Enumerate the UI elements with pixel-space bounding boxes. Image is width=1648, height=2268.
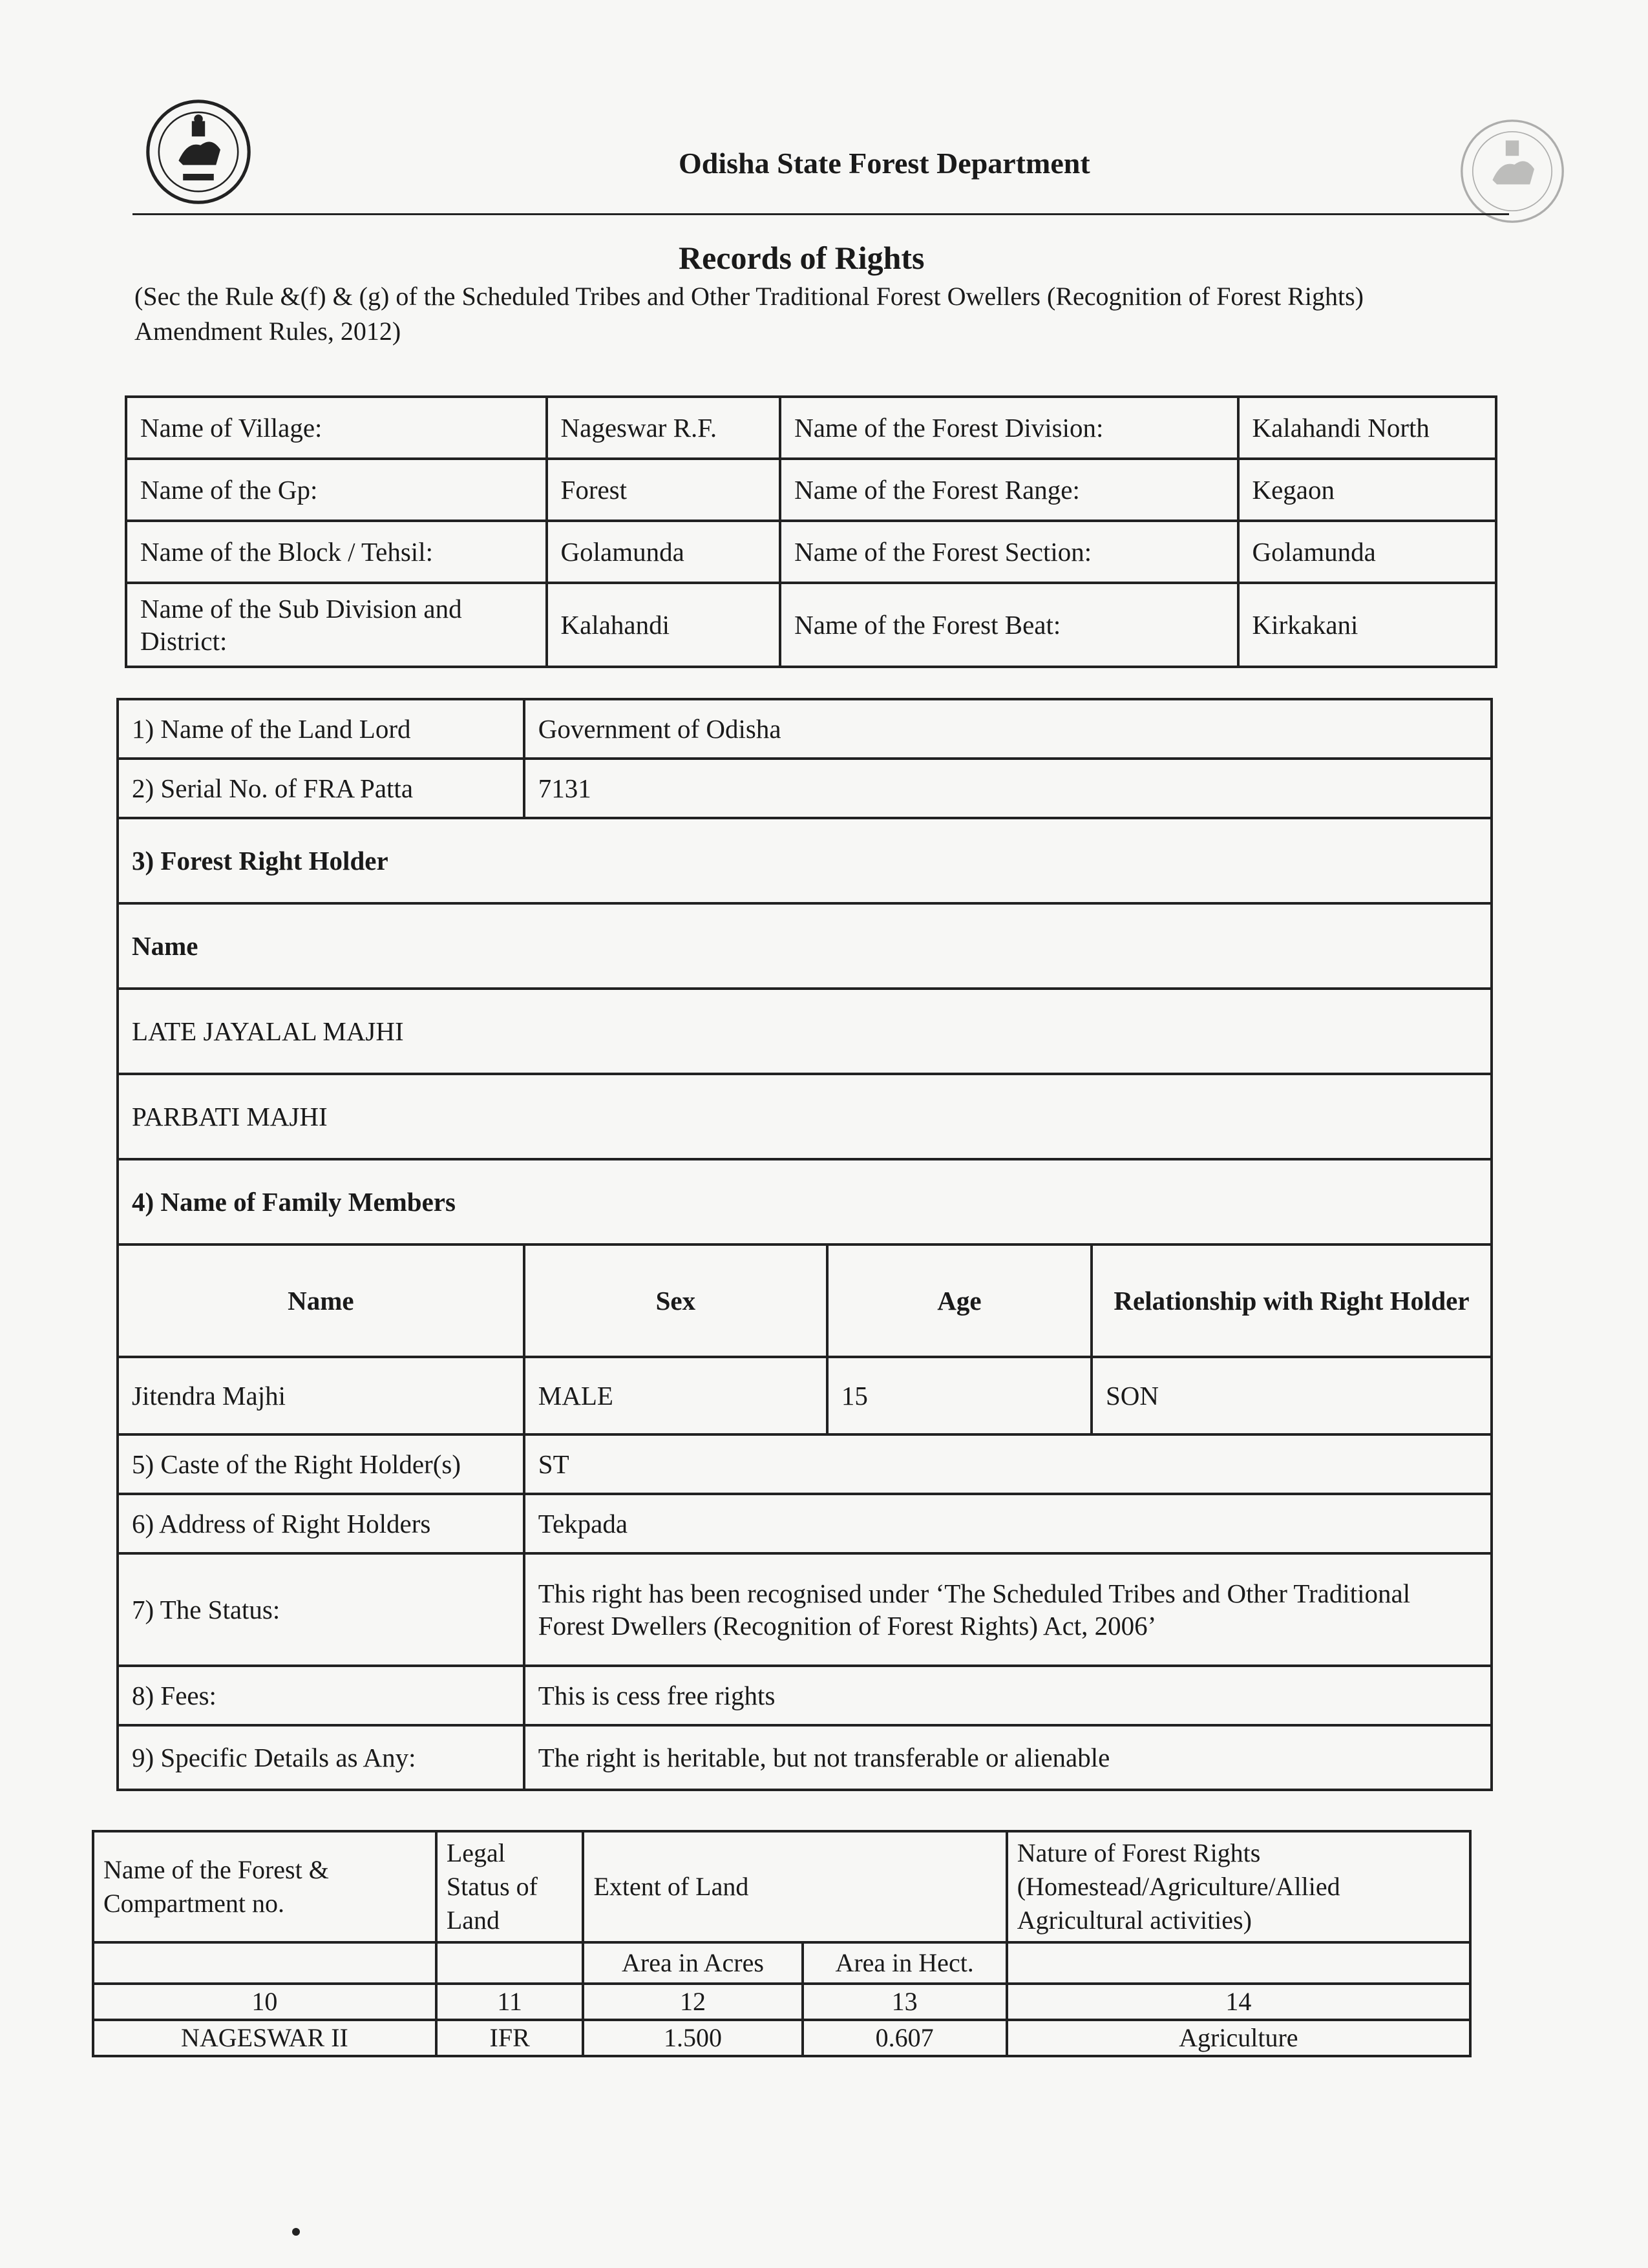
odisha-emblem-faint-icon	[1457, 116, 1567, 226]
specific-details-label: 9) Specific Details as Any:	[118, 1725, 524, 1790]
status-line-1: This right has been recognised under ‘The Scheduled Tribes and Other Traditional	[538, 1579, 1411, 1608]
extent-header: Extent of Land	[583, 1831, 1006, 1942]
column-number: 11	[436, 1984, 584, 2020]
forest-division-label: Name of the Forest Division:	[780, 397, 1238, 459]
table-row	[93, 2020, 1470, 2056]
forest-compartment-value: NAGESWAR II	[93, 2020, 436, 2056]
table-row	[118, 1244, 1492, 1357]
table-row	[118, 759, 1492, 818]
page-title: Records of Rights	[679, 240, 925, 276]
serial-label: 2) Serial No. of FRA Patta	[118, 759, 524, 818]
address-value: Tekpada	[524, 1494, 1492, 1553]
gp-label: Name of the Gp:	[126, 459, 547, 521]
table-row	[118, 1434, 1492, 1494]
column-number: 12	[583, 1984, 802, 2020]
area-acres-value: 1.500	[583, 2020, 802, 2056]
family-member-sex: MALE	[524, 1357, 827, 1434]
forest-beat-label: Name of the Forest Beat:	[780, 583, 1238, 667]
family-member-name: Jitendra Majhi	[118, 1357, 524, 1434]
forest-section-label: Name of the Forest Section:	[780, 521, 1238, 583]
holder-heading: 3) Forest Right Holder	[118, 818, 1492, 903]
area-hect-header: Area in Hect.	[803, 1942, 1007, 1984]
table-row	[118, 1725, 1492, 1790]
ink-dot	[292, 2228, 300, 2236]
forest-range-value: Kegaon	[1238, 459, 1497, 521]
header-divider	[132, 213, 1509, 215]
block-value: Golamunda	[547, 521, 781, 583]
forest-beat-value: Kirkakani	[1238, 583, 1497, 667]
forest-range-label: Name of the Forest Range:	[780, 459, 1238, 521]
family-member-age: 15	[827, 1357, 1092, 1434]
empty-cell	[1007, 1942, 1470, 1984]
family-column-relationship: Relationship with Right Holder	[1092, 1244, 1492, 1357]
empty-cell	[93, 1942, 436, 1984]
family-heading: 4) Name of Family Members	[118, 1159, 1492, 1244]
table-row	[126, 521, 1496, 583]
table-row	[118, 1159, 1492, 1244]
table-row	[93, 1984, 1470, 2020]
status-label: 7) The Status:	[118, 1553, 524, 1666]
fees-value: This is cess free rights	[524, 1666, 1492, 1725]
forest-compartment-header: Name of the Forest & Compartment no.	[93, 1831, 436, 1942]
serial-value: 7131	[524, 759, 1492, 818]
landlord-label: 1) Name of the Land Lord	[118, 699, 524, 759]
status-value	[524, 1553, 1492, 1666]
column-number: 10	[93, 1984, 436, 2020]
family-member-relationship: SON	[1092, 1357, 1492, 1434]
landlord-value: Government of Odisha	[524, 699, 1492, 759]
caste-label: 5) Caste of the Right Holder(s)	[118, 1434, 524, 1494]
holder-name: PARBATI MAJHI	[118, 1074, 1492, 1159]
family-column-name: Name	[118, 1244, 524, 1357]
land-details-table	[92, 1830, 1472, 2057]
district-label: Name of the Sub Division and District:	[126, 583, 547, 667]
gp-value: Forest	[547, 459, 781, 521]
table-row	[118, 1553, 1492, 1666]
family-column-age: Age	[827, 1244, 1092, 1357]
table-row	[126, 397, 1496, 459]
holder-name-heading: Name	[118, 903, 1492, 989]
holder-name: LATE JAYALAL MAJHI	[118, 989, 1492, 1074]
location-table	[125, 395, 1497, 668]
table-row	[118, 818, 1492, 903]
table-row	[118, 989, 1492, 1074]
rule-reference: (Sec the Rule &(f) & (g) of the Scheduled Tribes and Other Traditional Forest Owellers (Recognition of Forest Rights) Amendment Rules, 2012)	[134, 282, 1364, 346]
table-row	[93, 1942, 1470, 1984]
forest-division-value: Kalahandi North	[1238, 397, 1497, 459]
caste-value: ST	[524, 1434, 1492, 1494]
table-row	[126, 583, 1496, 667]
specific-details-value: The right is heritable, but not transferable or alienable	[524, 1725, 1492, 1790]
table-row	[126, 459, 1496, 521]
table-row	[118, 903, 1492, 989]
nature-value: Agriculture	[1007, 2020, 1470, 2056]
rights-details-table	[116, 698, 1493, 1791]
village-label: Name of Village:	[126, 397, 547, 459]
table-row	[118, 1494, 1492, 1553]
table-row	[118, 1357, 1492, 1434]
forest-section-value: Golamunda	[1238, 521, 1497, 583]
odisha-emblem-icon	[143, 97, 253, 207]
table-row	[118, 1666, 1492, 1725]
area-hect-value: 0.607	[803, 2020, 1007, 2056]
village-value: Nageswar R.F.	[547, 397, 781, 459]
area-acres-header: Area in Acres	[583, 1942, 802, 1984]
table-row	[118, 699, 1492, 759]
address-label: 6) Address of Right Holders	[118, 1494, 524, 1553]
legal-status-value: IFR	[436, 2020, 584, 2056]
fees-label: 8) Fees:	[118, 1666, 524, 1725]
district-value: Kalahandi	[547, 583, 781, 667]
department-title: Odisha State Forest Department	[679, 147, 1090, 180]
table-row	[118, 1074, 1492, 1159]
table-row	[93, 1831, 1470, 1942]
column-number: 14	[1007, 1984, 1470, 2020]
column-number: 13	[803, 1984, 1007, 2020]
status-line-2: Forest Dwellers (Recognition of Forest Rights) Act, 2006’	[538, 1611, 1157, 1641]
legal-status-header: Legal Status of Land	[436, 1831, 584, 1942]
nature-header: Nature of Forest Rights (Homestead/Agriculture/Allied Agricultural activities)	[1007, 1831, 1470, 1942]
block-label: Name of the Block / Tehsil:	[126, 521, 547, 583]
family-column-sex: Sex	[524, 1244, 827, 1357]
empty-cell	[436, 1942, 584, 1984]
